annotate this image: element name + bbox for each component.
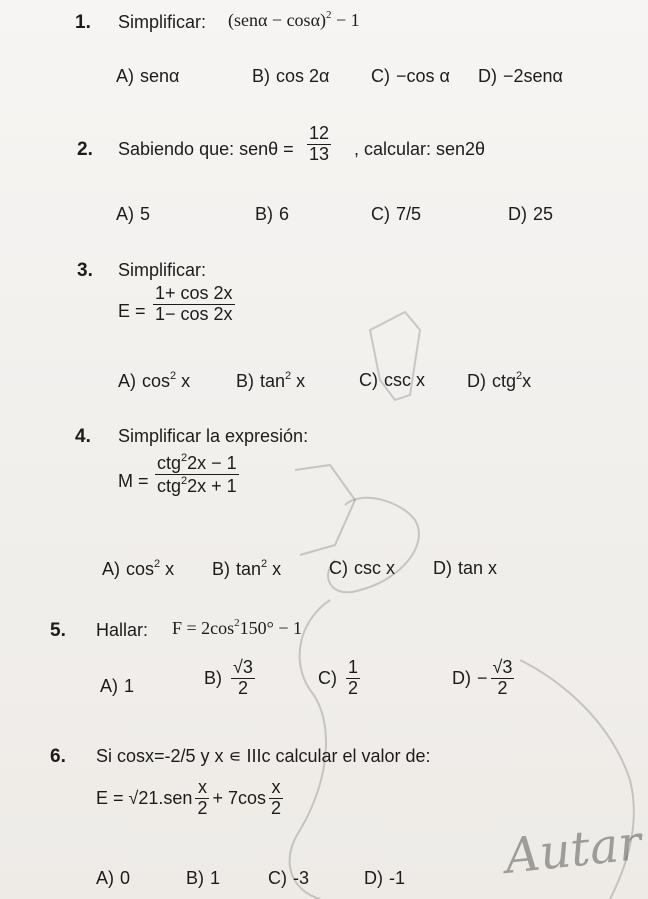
option-b[interactable]: [186, 868, 220, 889]
option-b[interactable]: [252, 66, 329, 87]
fraction-numerator: 1+ cos 2x: [155, 283, 233, 303]
option-letter: D): [433, 558, 452, 578]
option-value: -1: [389, 868, 406, 888]
expression-exponent: 2: [234, 617, 240, 629]
fraction-denominator: 2: [237, 677, 248, 698]
fraction-denominator: 2: [348, 677, 359, 698]
expression-middle: + 7cos: [212, 787, 267, 808]
fraction-numerator: √3: [492, 657, 513, 677]
option-a[interactable]: [116, 204, 150, 225]
option-argument: x: [522, 371, 532, 391]
option-value: senα: [140, 66, 180, 86]
option-value: 5: [140, 204, 151, 224]
question-prompt-tail: , calcular: sen2θ: [354, 139, 486, 159]
question-fraction: [152, 452, 242, 497]
question-expression: [228, 9, 360, 31]
option-a[interactable]: [96, 868, 130, 889]
question-prompt: Simplificar:: [118, 260, 207, 280]
question-prompt: Sabiendo que: senθ =: [118, 139, 294, 159]
question-number: 1.: [75, 12, 91, 33]
option-letter: B): [204, 667, 222, 688]
option-letter: C): [318, 667, 337, 688]
fraction-denominator: 2: [497, 677, 508, 698]
option-argument: x: [296, 371, 306, 391]
question-number: 2.: [77, 139, 93, 160]
denominator-exponent: 2: [181, 474, 188, 487]
option-value: cos: [126, 559, 155, 579]
option-sign: −: [477, 667, 488, 688]
option-b[interactable]: [204, 658, 258, 699]
option-letter: A): [118, 371, 136, 391]
option-letter: B): [212, 559, 230, 579]
option-c[interactable]: [318, 658, 363, 699]
question-prompt: Simplificar:: [118, 12, 207, 32]
option-letter: C): [268, 868, 287, 888]
option-letter: A): [116, 204, 134, 224]
option-value: 1: [124, 676, 135, 696]
option-value: −cos α: [396, 66, 450, 86]
option-letter: A): [96, 868, 114, 888]
fraction-numerator: x: [269, 778, 283, 799]
option-exponent: 2: [285, 370, 292, 382]
option-letter: C): [371, 66, 390, 86]
option-letter: B): [252, 66, 270, 86]
option-letter: D): [508, 204, 527, 224]
option-letter: B): [186, 868, 204, 888]
option-c[interactable]: [268, 868, 309, 889]
fraction-denominator: 13: [309, 143, 330, 164]
option-c[interactable]: [371, 204, 421, 225]
option-d[interactable]: [508, 204, 553, 225]
option-argument: x: [272, 559, 282, 579]
option-c[interactable]: [359, 370, 425, 391]
question-expression: [172, 617, 302, 639]
option-value: 7/5: [396, 204, 422, 224]
option-value: 0: [120, 868, 131, 888]
fraction-numerator: [155, 452, 239, 475]
option-value: tan: [236, 559, 262, 579]
question-prompt: Simplificar la expresión:: [118, 426, 309, 446]
option-value: 6: [279, 204, 290, 224]
fraction-denominator: 2: [197, 797, 208, 818]
fraction-numerator: 1: [348, 657, 359, 677]
option-exponent: 2: [154, 558, 161, 570]
option-letter: B): [236, 371, 254, 391]
expression-lhs: E = √21.sen: [96, 787, 193, 808]
question-fraction: [304, 124, 334, 165]
option-exponent: 2: [516, 370, 523, 382]
question-fraction: [150, 284, 238, 325]
numerator-tail: 2x − 1: [187, 453, 237, 473]
option-a[interactable]: [118, 370, 190, 392]
option-c[interactable]: [371, 66, 450, 87]
option-letter: A): [102, 559, 120, 579]
option-d[interactable]: [452, 658, 517, 699]
option-letter: A): [116, 66, 134, 86]
fraction-denominator: [155, 475, 239, 497]
option-value: cos 2α: [276, 66, 330, 86]
option-d[interactable]: [467, 370, 531, 392]
option-letter: C): [371, 204, 390, 224]
question-number: 4.: [75, 426, 91, 447]
option-b[interactable]: [255, 204, 289, 225]
expression-exponent: 2: [326, 9, 332, 21]
expression-tail: 150° − 1: [239, 618, 303, 638]
option-value: 25: [533, 204, 554, 224]
option-letter: D): [364, 868, 383, 888]
question-prompt: Si cosx=-2/5 y x ∊ IIIc calcular el valor de:: [96, 746, 431, 766]
option-value: -3: [293, 868, 310, 888]
option-value: ctg: [492, 371, 517, 391]
option-a[interactable]: [116, 66, 179, 87]
fraction-numerator: 12: [309, 123, 330, 143]
denominator-tail: 2x + 1: [187, 475, 237, 496]
question-number: 5.: [50, 620, 66, 641]
expression-base: (senα − cosα): [228, 10, 326, 30]
option-d[interactable]: [433, 558, 497, 579]
formula-lhs: E =: [118, 301, 146, 321]
option-letter: D): [478, 66, 497, 86]
option-value: csc x: [384, 370, 426, 390]
option-c[interactable]: [329, 558, 395, 579]
fraction-numerator: √3: [233, 657, 253, 677]
option-b[interactable]: [236, 370, 305, 392]
option-letter: D): [452, 667, 471, 688]
option-value: cos: [142, 371, 171, 391]
option-d[interactable]: [364, 868, 405, 889]
numerator-base: ctg: [157, 453, 182, 473]
question-number: 6.: [50, 746, 66, 767]
fraction-numerator: x: [195, 778, 209, 799]
denominator-base: ctg: [157, 475, 182, 496]
question-expression: [96, 778, 286, 819]
option-value: csc x: [354, 558, 396, 578]
option-exponent: 2: [170, 370, 177, 382]
question-prompt: Hallar:: [96, 620, 149, 640]
option-value: −2senα: [503, 66, 563, 86]
expression-tail: − 1: [331, 10, 360, 30]
expression-base: F = 2cos: [172, 618, 235, 638]
option-value: tan: [260, 371, 286, 391]
handwritten-signature: Autar: [502, 815, 644, 885]
option-argument: x: [165, 559, 175, 579]
option-exponent: 2: [261, 558, 268, 570]
question-number: 3.: [77, 260, 93, 281]
option-value: tan x: [458, 558, 498, 578]
option-letter: A): [100, 676, 118, 696]
option-argument: x: [181, 371, 191, 391]
option-d[interactable]: [478, 66, 563, 87]
formula-lhs: M =: [118, 471, 149, 491]
option-letter: D): [467, 371, 486, 391]
option-a[interactable]: [102, 558, 174, 580]
option-value: 1: [210, 868, 221, 888]
option-b[interactable]: [212, 558, 281, 580]
numerator-exponent: 2: [181, 452, 188, 464]
option-letter: C): [359, 370, 378, 390]
fraction-denominator: 1− cos 2x: [155, 303, 233, 324]
option-letter: B): [255, 204, 273, 224]
fraction-denominator: 2: [271, 797, 282, 818]
option-letter: C): [329, 558, 348, 578]
option-a[interactable]: [100, 676, 134, 697]
